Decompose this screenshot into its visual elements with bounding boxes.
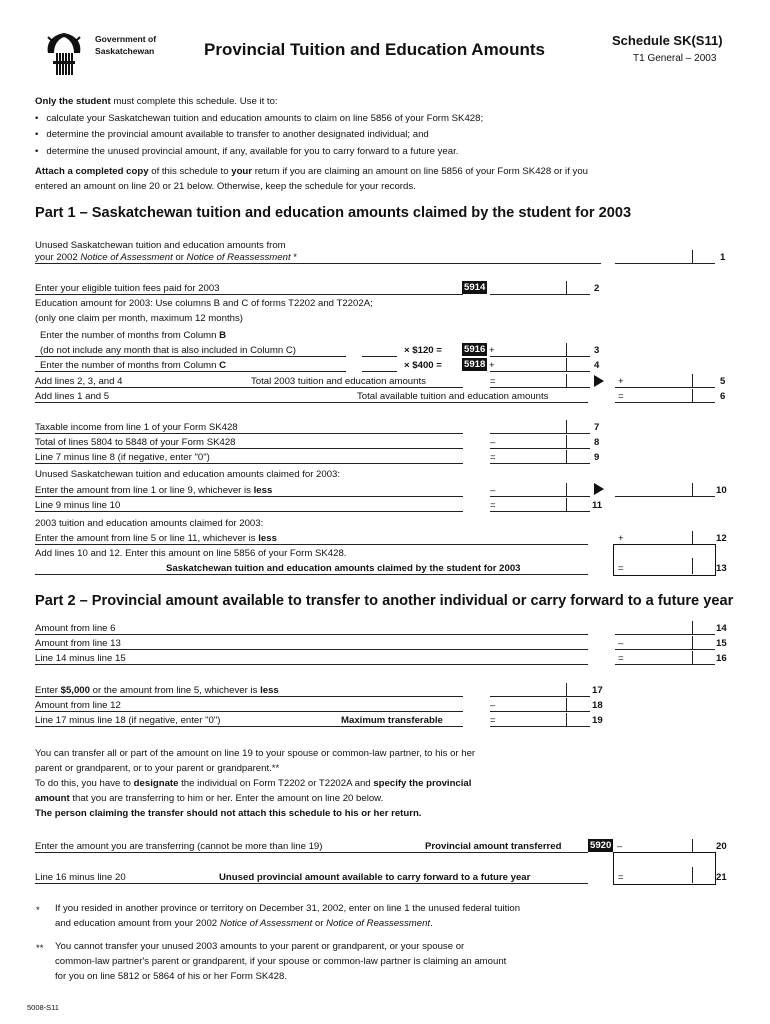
part1-heading: Part 1 – Saskatchewan tuition and education amounts claimed by the student for 2003: [35, 205, 632, 221]
schedule-id: Schedule SK(S11): [612, 33, 723, 48]
line11-underline: [35, 511, 463, 512]
equals-sign: =: [618, 391, 624, 402]
education-label-1: Education amount for 2003: Use columns B and C of forms T2202 and T2202A;: [35, 298, 373, 309]
footnote-2-line-c: for you on line 5812 or 5864 of his or her Form SK428.: [55, 971, 287, 982]
line13-field[interactable]: [613, 544, 716, 576]
line15-label: Amount from line 13: [35, 638, 121, 649]
cents-divider: [566, 420, 567, 433]
cents-divider: [566, 358, 567, 371]
equals-sign: =: [490, 376, 496, 387]
cents-divider: [692, 558, 693, 574]
line8-field[interactable]: [490, 448, 590, 449]
line2-underline: [35, 294, 463, 295]
line5-label-b: Total 2003 tuition and education amounts: [251, 376, 426, 387]
transfer-text-4: amount that you are transferring to him or her. Enter the amount on line 20 below.: [35, 793, 384, 804]
page-title: Provincial Tuition and Education Amounts: [204, 40, 545, 59]
line10-field[interactable]: [615, 496, 715, 497]
cents-divider: [692, 867, 693, 883]
line-number: 19: [592, 715, 603, 726]
line5-subtotal-field[interactable]: [490, 387, 590, 388]
government-line-2: Saskatchewan: [95, 46, 155, 56]
cents-divider: [566, 683, 567, 696]
transfer-text-2: parent or grandparent, or to your parent or grandparent.**: [35, 763, 280, 774]
code-5920: 5920: [590, 840, 612, 851]
line-number: 9: [594, 452, 600, 463]
line-number: 3: [594, 345, 600, 356]
minus-sign: –: [490, 700, 496, 711]
footnote-2-line-b: common-law partner's parent or grandparent, if your spouse or common-law partner is claiming an amount: [55, 956, 507, 967]
equals-sign: =: [618, 653, 624, 664]
line12-label-a: 2003 tuition and education amounts claimed for 2003:: [35, 518, 264, 529]
line-number: 10: [716, 485, 727, 496]
line21-field[interactable]: [613, 852, 716, 885]
line4-multiplier: × $400 =: [404, 360, 442, 371]
line19-field[interactable]: [490, 726, 590, 727]
code-5916: 5916: [464, 344, 486, 355]
transfer-text-1: You can transfer all or part of the amount on line 19 to your spouse or common-law partner, to his or her: [35, 748, 476, 759]
line-number: 1: [720, 252, 726, 263]
line20-underline: [35, 852, 588, 853]
cents-divider: [692, 374, 693, 387]
arrow-right-icon: [594, 483, 604, 495]
line1-field[interactable]: [615, 263, 715, 264]
line2-field[interactable]: [490, 294, 590, 295]
cents-divider: [566, 450, 567, 463]
minus-sign: –: [617, 841, 623, 852]
cents-divider: [692, 636, 693, 649]
line14-underline: [35, 634, 588, 635]
line19-label-a: Line 17 minus line 18 (if negative, enter "0"): [35, 715, 221, 726]
line13-underline: [35, 574, 588, 575]
line3-months-field[interactable]: [362, 356, 397, 357]
line9-underline: [35, 463, 463, 464]
bullet-1: • calculate your Saskatchewan tuition and education amounts to claim on line 5856 of your Form SK428;: [35, 113, 484, 124]
line13-label-a: Add lines 10 and 12. Enter this amount on line 5856 of your Form SK428.: [35, 548, 347, 559]
equals-sign: =: [618, 872, 624, 883]
line11-field[interactable]: [490, 511, 590, 512]
line11-label: Line 9 minus line 10: [35, 500, 121, 511]
line-number: 13: [716, 563, 727, 574]
cents-divider: [692, 250, 693, 263]
line6-label-a: Add lines 1 and 5: [35, 391, 110, 402]
footnote-marker-2: **: [36, 943, 44, 954]
line10-label-a: Unused Saskatchewan tuition and education amounts claimed for 2003:: [35, 469, 341, 480]
line15-field[interactable]: [615, 649, 715, 650]
line18-underline: [35, 711, 463, 712]
footnote-2-line-a: You cannot transfer your unused 2003 amounts to your parent or grandparent, or your spouse or: [55, 941, 465, 952]
line13-label-b: Saskatchewan tuition and education amounts claimed by the student for 2003: [166, 563, 521, 574]
line7-field[interactable]: [490, 433, 590, 434]
line18-field[interactable]: [490, 711, 590, 712]
cents-divider: [566, 435, 567, 448]
line14-field[interactable]: [615, 634, 715, 635]
equals-sign: =: [490, 452, 496, 463]
line21-label-b: Unused provincial amount available to carry forward to a future year: [219, 872, 531, 883]
form-code: 5008-S11: [27, 1003, 59, 1012]
line10-label-b: Enter the amount from line 1 or line 9, whichever is less: [35, 485, 273, 496]
line-number: 18: [592, 700, 603, 711]
cents-divider: [566, 343, 567, 356]
line17-underline: [35, 696, 463, 697]
line10-underline: [35, 496, 463, 497]
cents-divider: [692, 483, 693, 496]
line16-field[interactable]: [615, 664, 715, 665]
cents-divider: [692, 389, 693, 402]
minus-sign: –: [490, 437, 496, 448]
line19-label-b: Maximum transferable: [341, 715, 443, 726]
line5-label-a: Add lines 2, 3, and 4: [35, 376, 123, 387]
equals-sign: =: [490, 715, 496, 726]
line4-months-field[interactable]: [362, 371, 397, 372]
bullet-2: • determine the provincial amount available to transfer to another designated individual; and: [35, 129, 429, 140]
line5-underline: [35, 387, 463, 388]
line-number: 16: [716, 653, 727, 664]
line21-underline: [35, 883, 588, 884]
government-line-1: Government of: [95, 34, 157, 44]
cents-divider: [692, 531, 693, 544]
line-number: 20: [716, 841, 727, 852]
line-number: 4: [594, 360, 600, 371]
plus-sign: +: [489, 345, 495, 356]
line6-label-b: Total available tuition and education amounts: [357, 391, 549, 402]
code-5914: 5914: [464, 282, 486, 293]
line9-label: Line 7 minus line 8 (if negative, enter "0"): [35, 452, 210, 463]
part2-heading: Part 2 – Provincial amount available to transfer to another individual or carry forward to a future year: [35, 593, 734, 609]
cents-divider: [692, 651, 693, 664]
form-subtitle: T1 General – 2003: [633, 53, 717, 64]
line10-subtotal-field[interactable]: [490, 496, 590, 497]
line-number: 11: [592, 500, 603, 511]
line-number: 12: [716, 533, 727, 544]
transfer-text-5: The person claiming the transfer should not attach this schedule to his or her return.: [35, 808, 422, 819]
line1-label-b: your 2002 Notice of Assessment or Notice of Reassessment *: [35, 252, 298, 263]
line4-underline: [35, 371, 346, 372]
minus-sign: –: [618, 638, 624, 649]
line3-multiplier: × $120 =: [404, 345, 442, 356]
line17-label: Enter $5,000 or the amount from line 5, whichever is less: [35, 685, 279, 696]
line3-field[interactable]: [490, 356, 590, 357]
arrow-right-icon: [594, 375, 604, 387]
line-number: 7: [594, 422, 600, 433]
line20-label-b: Provincial amount transferred: [425, 841, 562, 852]
line9-field[interactable]: [490, 463, 590, 464]
line-number: 6: [720, 391, 726, 402]
line6-underline: [35, 402, 588, 403]
line1-underline: [35, 263, 601, 264]
line17-field[interactable]: [490, 696, 590, 697]
cents-divider: [566, 483, 567, 496]
line21-label-a: Line 16 minus line 20: [35, 872, 126, 883]
cents-divider: [566, 281, 567, 294]
line16-underline: [35, 664, 588, 665]
transfer-text-3: To do this, you have to designate the individual on Form T2202 or T2202A and specify the provincial: [35, 778, 472, 789]
line19-underline: [35, 726, 463, 727]
line-number: 21: [716, 872, 727, 883]
line18-label: Amount from line 12: [35, 700, 121, 711]
plus-sign: +: [489, 360, 495, 371]
saskatchewan-wheat-sheaf-logo: [44, 31, 84, 79]
line12-underline: [35, 544, 588, 545]
line3-underline: [35, 356, 346, 357]
education-label-2: (only one claim per month, maximum 12 months): [35, 313, 243, 324]
equals-sign: =: [618, 563, 624, 574]
line1-label-a: Unused Saskatchewan tuition and education amounts from: [35, 240, 286, 251]
line12-label-b: Enter the amount from line 5 or line 11, whichever is less: [35, 533, 277, 544]
footnote-marker-1: *: [36, 905, 40, 916]
line5-field[interactable]: [615, 387, 715, 388]
line7-underline: [35, 433, 463, 434]
plus-sign: +: [618, 376, 624, 387]
footnote-1-line-a: If you resided in another province or territory on December 31, 2002, enter on line 1 the unused federal tuition: [55, 903, 521, 914]
bullet-3: • determine the unused provincial amount, if any, available for you to carry forward to a future year.: [35, 146, 459, 157]
line-number: 5: [720, 376, 726, 387]
line-number: 17: [592, 685, 603, 696]
minus-sign: –: [490, 485, 496, 496]
line3-label-a: Enter the number of months from Column B: [40, 330, 227, 341]
equals-sign: =: [490, 500, 496, 511]
cents-divider: [566, 374, 567, 387]
line-number: 2: [594, 283, 600, 294]
line-number: 15: [716, 638, 727, 649]
line14-label: Amount from line 6: [35, 623, 116, 634]
line2-label: Enter your eligible tuition fees paid for 2003: [35, 283, 220, 294]
line-number: 14: [716, 623, 727, 634]
line8-label: Total of lines 5804 to 5848 of your Form SK428: [35, 437, 236, 448]
cents-divider: [566, 698, 567, 711]
cents-divider: [566, 713, 567, 726]
line3-label-b: (do not include any month that is also included in Column C): [40, 345, 296, 356]
footnote-1-line-b: and education amount from your 2002 Notice of Assessment or Notice of Reassessment.: [55, 918, 433, 929]
code-5918: 5918: [464, 359, 486, 370]
line4-field[interactable]: [490, 371, 590, 372]
line15-underline: [35, 649, 588, 650]
line20-label-a: Enter the amount you are transferring (cannot be more than line 19): [35, 841, 323, 852]
line-number: 8: [594, 437, 600, 448]
line16-label: Line 14 minus line 15: [35, 653, 126, 664]
line4-label: Enter the number of months from Column C: [40, 360, 227, 371]
attach-line-2: entered an amount on line 20 or 21 below. Otherwise, keep the schedule for your records.: [35, 181, 416, 192]
attach-line-1: Attach a completed copy of this schedule to your return if you are claiming an amount on line 5856 of your Form SK428 or if you: [35, 166, 588, 177]
intro-line: Only the student must complete this schedule. Use it to:: [35, 96, 278, 107]
cents-divider: [692, 621, 693, 634]
line7-label: Taxable income from line 1 of your Form SK428: [35, 422, 238, 433]
cents-divider: [566, 498, 567, 511]
line8-underline: [35, 448, 463, 449]
line6-field[interactable]: [615, 402, 715, 403]
plus-sign: +: [618, 533, 624, 544]
cents-divider: [692, 839, 693, 852]
